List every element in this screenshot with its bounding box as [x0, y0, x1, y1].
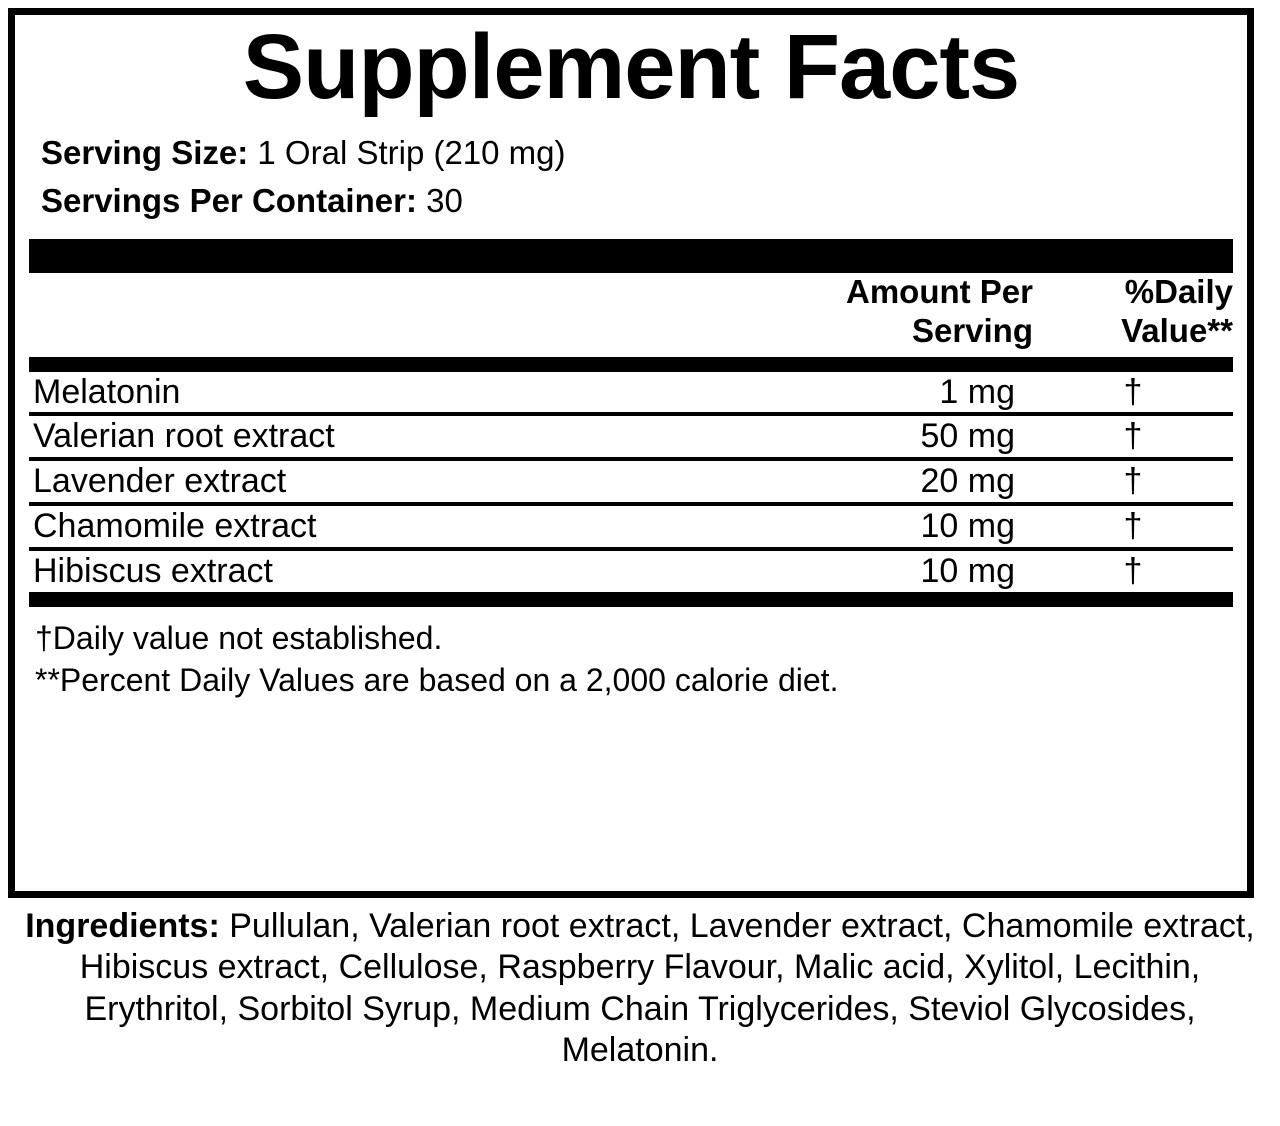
divider-under-table [29, 592, 1233, 607]
ingredients-label: Ingredients: [25, 907, 220, 945]
nutrient-amount: 50 mg [715, 414, 1033, 459]
nutrient-name: Valerian root extract [29, 414, 715, 459]
nutrient-daily-value: † [1123, 372, 1143, 411]
table-row [29, 549, 1233, 592]
nutrient-amount: 10 mg [715, 549, 1033, 592]
serving-info [29, 129, 1233, 225]
footnote-percent-dv: **Percent Daily Values are based on a 2,000 calorie diet. [35, 661, 839, 698]
page-title: Supplement Facts [242, 16, 1020, 118]
ingredients-section [0, 906, 1280, 1072]
nutrient-daily-value: † [1033, 504, 1233, 549]
nutrient-name: Chamomile extract [29, 504, 715, 549]
table-row [29, 414, 1233, 459]
nutrient-amount: 1 mg [939, 372, 1015, 411]
facts-panel [8, 8, 1254, 898]
nutrient-daily-value: † [1033, 549, 1233, 592]
ingredients-text: Pullulan, Valerian root extract, Lavender extract, Chamomile extract, Hibiscus extract, Cellulose, Raspberry Flavour, Malic acid, Xylitol, Lecithin, Erythritol, Sorbitol Syrup, Medium Chain Triglycerides, Steviol Glycosides, Melatonin. [79, 907, 1255, 1070]
serving-size-label: Serving Size: [41, 134, 249, 171]
footnote-dagger: †Daily value not established. [35, 619, 443, 656]
serving-size-line [41, 129, 1233, 177]
servings-per-container-line [41, 177, 1233, 225]
nutrient-name: Melatonin [33, 372, 181, 411]
header-amount-line1: Amount Per [845, 272, 1033, 310]
header-daily-value [1033, 273, 1233, 351]
header-spacer [29, 273, 733, 351]
nutrient-table [29, 372, 1233, 592]
footnotes [29, 617, 1233, 701]
servings-per-container-value: 30 [426, 181, 463, 219]
header-amount-line2: Serving [911, 311, 1033, 349]
column-header-row [29, 273, 1233, 351]
nutrient-daily-value: † [1033, 414, 1233, 459]
nutrient-amount: 10 mg [715, 504, 1033, 549]
nutrient-amount: 20 mg [715, 459, 1033, 504]
table-row [29, 372, 1233, 415]
divider-thick-top [29, 239, 1233, 273]
header-dv-line2: Value** [1121, 311, 1233, 349]
divider-under-headers [29, 357, 1233, 372]
nutrient-name: Lavender extract [29, 459, 715, 504]
header-amount-per-serving [733, 273, 1033, 351]
nutrient-name: Hibiscus extract [29, 549, 715, 592]
serving-size-value: 1 Oral Strip (210 mg) [257, 134, 566, 171]
table-row [29, 459, 1233, 504]
servings-per-container-label: Servings Per Container: [41, 181, 417, 219]
nutrient-daily-value: † [1033, 459, 1233, 504]
header-dv-line1: %Daily [1124, 272, 1233, 310]
table-row [29, 504, 1233, 549]
nutrition-header-table [29, 273, 1233, 351]
